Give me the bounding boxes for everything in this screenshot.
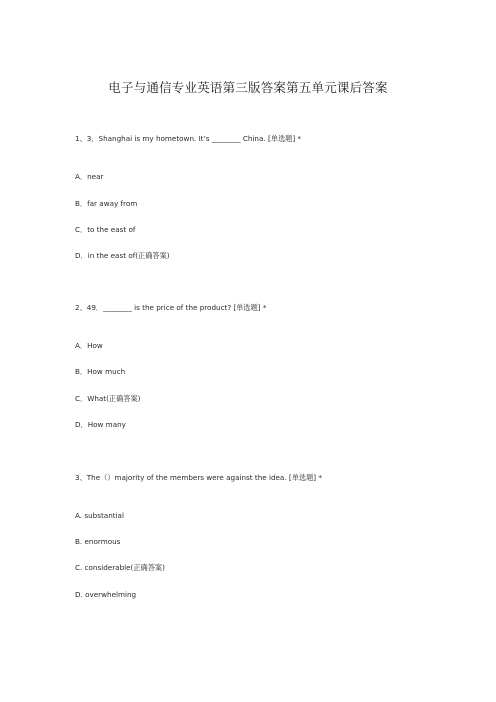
question-3-stem: 3、The（）majority of the members were against the idea. [单选题] * bbox=[75, 473, 322, 482]
question-2-option-c: C．What(正确答案) bbox=[75, 394, 141, 403]
question-3-option-d: D. overwhelming bbox=[75, 590, 137, 599]
question-2-option-d: D．How many bbox=[75, 420, 126, 429]
question-2-option-b: B．How much bbox=[75, 367, 126, 376]
question-2-stem: 2、49．________ is the price of the product? [单选题] * bbox=[75, 303, 267, 312]
question-2-option-a: A．How bbox=[75, 341, 103, 350]
question-3-option-a: A. substantial bbox=[75, 511, 124, 520]
question-1-stem: 1、3．Shanghai is my hometown. It’s ________ China. [单选题] * bbox=[75, 134, 301, 143]
question-1-option-d: D．in the east of(正确答案) bbox=[75, 251, 170, 260]
question-1-option-b: B．far away from bbox=[75, 199, 138, 208]
document-title: 电子与通信专业英语第三版答案第五单元课后答案 bbox=[108, 80, 388, 95]
question-3-option-c: C. considerable(正确答案) bbox=[75, 563, 165, 572]
question-1-option-a: A．near bbox=[75, 172, 104, 181]
question-3-option-b: B. enormous bbox=[75, 537, 121, 546]
question-1-option-c: C．to the east of bbox=[75, 225, 136, 234]
